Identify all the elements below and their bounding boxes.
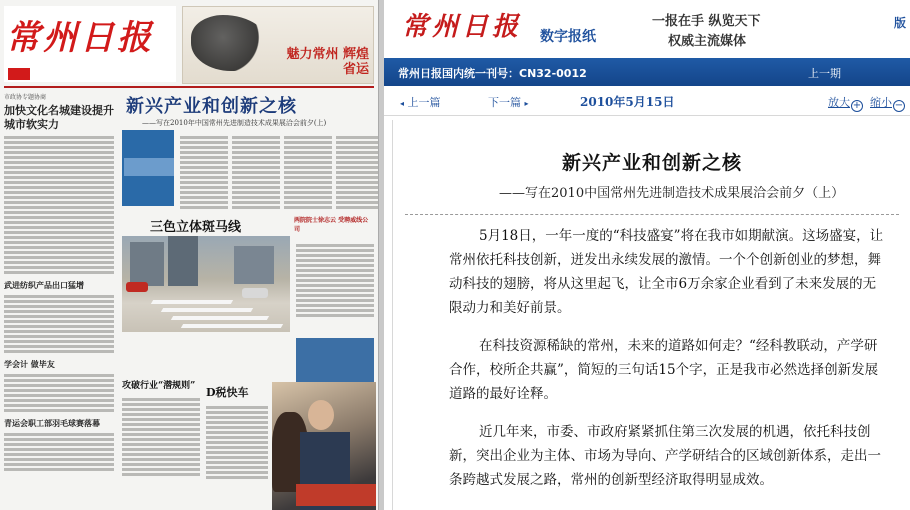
photo-headline: 三色立体斑马线 [150, 220, 242, 235]
bottom-headline-2: D税快车 [206, 386, 249, 399]
newspaper-main-subhead: ——写在2010年中国常州先进制造技术成果展洽会前夕(上) [142, 119, 327, 127]
left-headline: 加快文化名城建设提升城市软实力 [4, 104, 114, 131]
digital-paper-label: 数字报纸 [540, 29, 596, 45]
cn-number: 常州日报国内统一刊号：CN32-0012 [398, 67, 587, 80]
bottom-ad [296, 484, 376, 506]
article-separator [405, 214, 899, 215]
masthead-rule [4, 86, 374, 88]
plus-circle-icon: + [852, 100, 862, 111]
ad-dancer-graphic [191, 15, 271, 71]
newspaper-title: 常州日报 [6, 18, 154, 58]
minus-circle-icon: − [894, 100, 904, 111]
next-article-label: 下一篇 [488, 96, 521, 109]
newspaper-left-column [4, 92, 114, 473]
article-paragraph-3: 近几年来，市委、市政府紧紧抓住第三次发展的机遇，依托科技创新，突出企业为主体、市场为导向、产学研结合的区域创新体系，走出一条跨越式发展之路，常州的创新型经济取得明显成效。 [449, 424, 881, 488]
body-column-4 [336, 134, 378, 211]
bottom-column-text-2 [206, 404, 268, 481]
article-title: 新兴产业和创新之核 [561, 152, 742, 174]
slogan-line-1: 一报在手 纵览天下 [652, 14, 761, 29]
prev-article-label: 上一篇 [407, 96, 441, 109]
left-headline-4: 青运会职工部羽毛球赛落幕 [4, 418, 100, 428]
right-headline: 两院院士徐志云 受聘威线公司 [294, 217, 369, 233]
site-logo[interactable]: 常州日报 [402, 12, 523, 42]
newspaper-logo [8, 68, 30, 80]
ad-text: 魅力常州 辉煌省运 [286, 47, 369, 77]
edition-label[interactable]: 版 [894, 16, 907, 30]
left-tag: 市政协专题协商 [4, 94, 47, 101]
zoom-in-label: 放大 [828, 96, 850, 109]
article-body [392, 120, 910, 510]
body-column-3 [284, 134, 332, 211]
zoom-in-button[interactable] [828, 94, 863, 112]
article-paragraph-1: 5月18日，一年一度的“科技盛宴”将在我市如期献演。这场盛宴，让常州依托科技创新，迸发出永续发展的激情。一个个创新创业的梦想，舞动科技的翅膀，将从这里起飞，让全市6万余家企业看到了未来发展的无限动力和美好前景。 [449, 228, 884, 316]
issue-bar [384, 58, 910, 86]
article-nav [384, 86, 910, 116]
newspaper-masthead [4, 6, 176, 82]
zoom-out-button[interactable] [870, 94, 905, 112]
triangle-left-icon: ◂ [400, 99, 405, 108]
next-article-link[interactable] [488, 94, 529, 110]
issue-date: 2010年5月15日 [580, 95, 675, 109]
zebra-crossing-photo [122, 236, 290, 332]
triangle-right-icon: ▸ [524, 99, 529, 108]
slogan-line-2: 权威主流媒体 [668, 34, 747, 49]
body-column-1 [180, 134, 228, 211]
site-header [384, 0, 910, 58]
prev-article-link[interactable] [400, 94, 441, 110]
bottom-headline-1: 攻破行业“潜规则” [122, 381, 196, 391]
bottom-column-text [122, 396, 200, 478]
left-headline-3: 学会计 做毕友 [4, 359, 55, 369]
newspaper-page-image[interactable] [0, 0, 378, 510]
article-reader [384, 0, 910, 510]
newspaper-main-headline: 新兴产业和创新之核 [126, 96, 297, 117]
left-headline-2: 武进纺织产品出口猛增 [4, 280, 84, 290]
article-paragraph-2: 在科技资源稀缺的常州，未来的道路如何走？“经科教联动，产学研合作，校所企共赢”，简短的三句话15个字，正是我市必然选择创新发展道路的最好诠释。 [449, 338, 879, 402]
left-text-block [4, 136, 114, 274]
zoom-out-label: 缩小 [870, 96, 892, 109]
info-box-image [124, 158, 174, 176]
right-column-text [296, 242, 374, 319]
prev-issue-link[interactable]: 上一期 [808, 67, 841, 80]
masthead-ad [182, 6, 374, 84]
body-column-2 [232, 134, 280, 211]
article-subtitle: ——写在2010中国常州先进制造技术成果展洽会前夕（上） [499, 186, 845, 201]
